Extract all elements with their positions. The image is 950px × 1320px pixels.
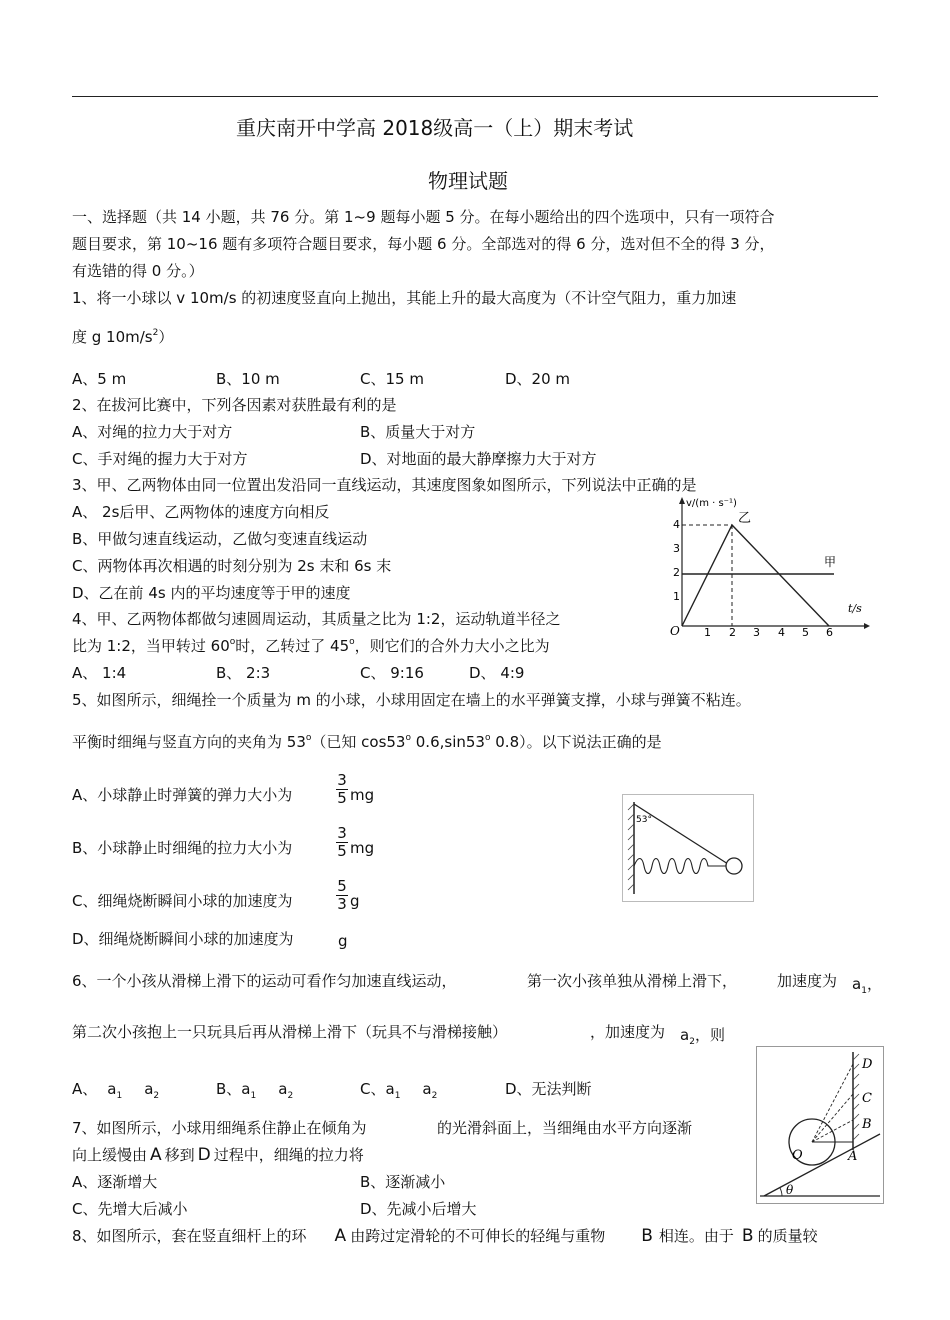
label-a: A (848, 1149, 858, 1164)
spring (634, 859, 726, 874)
angle-label: 53° (636, 815, 652, 825)
q5-option-a-fraction: 3 5 (337, 771, 347, 807)
q7-stem-line-1a: 7、如图所示，小球用细绳系住静止在倾角为 (72, 1119, 367, 1137)
q5-option-b-fraction: 3 5 (337, 824, 347, 860)
q1-option-b: B、10 m (216, 370, 280, 388)
q6-stem-line-1b: 第一次小孩单独从滑梯上滑下， (527, 972, 738, 990)
q5-stem-line-1: 5、如图所示，细绳拴一个质量为 m 的小球，小球用固定在墙上的水平弹簧支撑，小球与弹簧不粘连。 (72, 691, 751, 709)
graph-xtick-4: 4 (778, 626, 785, 636)
q3-option-c: C、两物体再次相遇的时刻分别为 2s 末和 6s 末 (72, 557, 392, 575)
q3-velocity-time-graph (664, 494, 870, 636)
q4-stem-line-2: 比为 1:2，当甲转过 60$^o$时，乙转过了 45$^o$，则它们的合外力大小之比为 (72, 637, 550, 655)
graph-xtick-5: 5 (802, 626, 809, 636)
q7-stem-line-2: 向上缓慢由 A 移到 D 过程中，细绳的拉力将 (72, 1145, 364, 1165)
graph-x-arrow (864, 623, 870, 629)
q1-stem-line-1: 1、将一小球以 v 10m/s 的初速度竖直向上抛出，其能上升的最大高度为（不计空气阻力，重力加速 (72, 289, 737, 307)
graph-xtick-3: 3 (753, 626, 760, 636)
instructions-line-2: 题目要求，第 10~16 题有多项符合题目要求，每小题 6 分。全部选对的得 6 分，选对但不全的得 3 分， (72, 235, 775, 253)
ball (726, 858, 742, 874)
q4-option-d: D、 4:9 (469, 664, 525, 682)
q2-option-a: A、对绳的拉力大于对方 (72, 423, 233, 441)
rope (634, 804, 728, 864)
q4-option-c: C、 9:16 (360, 664, 424, 682)
q8-stem: 8、如图所示，套在竖直细杆上的环 A 由跨过定滑轮的不可伸长的轻绳与重物 B 相连。由于 B 的质量较 (72, 1226, 818, 1246)
q1-option-a: A、5 m (72, 370, 127, 388)
q7-option-d: D、先减小后增大 (360, 1200, 477, 1218)
label-b: B (862, 1117, 872, 1132)
q6-stem-line-2b: ，加速度为 (590, 1023, 666, 1041)
graph-label-yi: 乙 (738, 511, 752, 526)
q7-incline-figure (756, 1046, 884, 1204)
q7-option-a: A、逐渐增大 (72, 1173, 158, 1191)
q5-option-c-fraction: 5 3 (337, 877, 347, 913)
q3-stem: 3、甲、乙两物体由同一位置出发沿同一直线运动，其速度图象如图所示，下列说法中正确的是 (72, 476, 697, 494)
q7-stem-line-1b: 的光滑斜面上，当细绳由水平方向逐渐 (437, 1119, 693, 1137)
graph-line-yi (682, 525, 829, 626)
graph-ytick-1: 1 (673, 590, 680, 603)
theta-arc (780, 1188, 782, 1196)
q6-stem-line-2a: 第二次小孩抱上一只玩具后再从滑梯上滑下（玩具不与滑梯接触） (72, 1023, 508, 1041)
q6-option-b: B、$a_1$ $a_2$ (216, 1080, 294, 1101)
graph-label-jia: 甲 (824, 555, 837, 569)
q2-option-c: C、手对绳的握力大于对方 (72, 450, 248, 468)
graph-origin-label: O (670, 624, 680, 636)
q5-option-a-text: A、小球静止时弹簧的弹力大小为 (72, 786, 293, 804)
graph-ytick-3: 3 (673, 542, 680, 555)
exam-title: 重庆南开中学高 2018级高一（上）期末考试 (236, 116, 634, 140)
q6-option-c: C、$a_1$ $a_2$ (360, 1080, 438, 1101)
graph-x-label: t/s (848, 602, 862, 615)
q6-a2-symbol: $a_2$，则 (680, 1026, 725, 1047)
graph-y-label: v/(m · s⁻¹) (686, 498, 737, 509)
instructions-line-1: 一、选择题（共 14 小题，共 76 分。第 1~9 题每小题 5 分。在每小题给出的四个选项中，只有一项符合 (72, 208, 775, 226)
q7-option-c: C、先增大后减小 (72, 1200, 188, 1218)
q7-option-b: B、逐渐减小 (360, 1173, 446, 1191)
q5-option-b-unit: mg (350, 839, 375, 857)
graph-xtick-6: 6 (826, 626, 833, 636)
wall-hatching (853, 1054, 859, 1140)
label-d: D (862, 1057, 873, 1072)
q4-stem-line-1: 4、甲、乙两物体都做匀速圆周运动，其质量之比为 1:2，运动轨道半径之 (72, 610, 561, 628)
figure-border (623, 795, 754, 902)
graph-ytick-2: 2 (673, 566, 680, 579)
label-c: C (862, 1091, 872, 1106)
q5-option-c-text: C、细绳烧断瞬间小球的加速度为 (72, 892, 293, 910)
q5-spring-figure (622, 794, 754, 902)
q1-option-d: D、20 m (505, 370, 571, 388)
q3-option-a: A、 2s后甲、乙两物体的速度方向相反 (72, 503, 330, 521)
graph-ytick-4: 4 (673, 518, 680, 531)
q5-option-c-unit: g (350, 892, 360, 910)
q6-option-a: A、 $a_1$ $a_2$ (72, 1080, 160, 1101)
q5-option-a-unit: mg (350, 786, 375, 804)
q4-option-b: B、 2:3 (216, 664, 271, 682)
q2-option-b: B、质量大于对方 (360, 423, 476, 441)
q5-stem-line-2: 平衡时细绳与竖直方向的夹角为 53$^o$（已知 cos53$^o$ 0.6,sin53$^o$ 0.8）。以下说法正确的是 (72, 733, 662, 751)
graph-xtick-1: 1 (704, 626, 711, 636)
q3-option-d: D、乙在前 4s 内的平均速度等于甲的速度 (72, 584, 351, 602)
q1-stem-line-2: 度 g $10m/s^2$） (72, 328, 174, 346)
q6-stem-line-1a: 6、一个小孩从滑梯上滑下的运动可看作匀加速直线运动， (72, 972, 457, 990)
q6-a1-symbol: $a_1$， (852, 975, 882, 996)
q2-option-d: D、对地面的最大静摩擦力大于对方 (360, 450, 597, 468)
q1-option-c: C、15 m (360, 370, 424, 388)
wall-hatching (628, 804, 634, 890)
label-o: O (792, 1148, 803, 1163)
q5-option-d-value: g (338, 932, 348, 950)
q6-option-d: D、无法判断 (505, 1080, 592, 1098)
graph-y-arrow (679, 497, 685, 504)
q3-option-b: B、甲做匀速直线运动，乙做匀变速直线运动 (72, 530, 368, 548)
theta-label: θ (786, 1183, 794, 1197)
q5-option-d-text: D、细绳烧断瞬间小球的加速度为 (72, 930, 294, 948)
header-rule (72, 96, 878, 97)
instructions-line-3: 有选错的得 0 分。） (72, 262, 204, 280)
q5-option-b-text: B、小球静止时细绳的拉力大小为 (72, 839, 293, 857)
q4-option-a: A、 1:4 (72, 664, 127, 682)
exam-subject: 物理试题 (428, 169, 508, 193)
q6-stem-line-1c: 加速度为 (777, 972, 838, 990)
graph-xtick-2: 2 (729, 626, 736, 636)
q2-stem: 2、在拔河比赛中，下列各因素对获胜最有利的是 (72, 396, 397, 414)
